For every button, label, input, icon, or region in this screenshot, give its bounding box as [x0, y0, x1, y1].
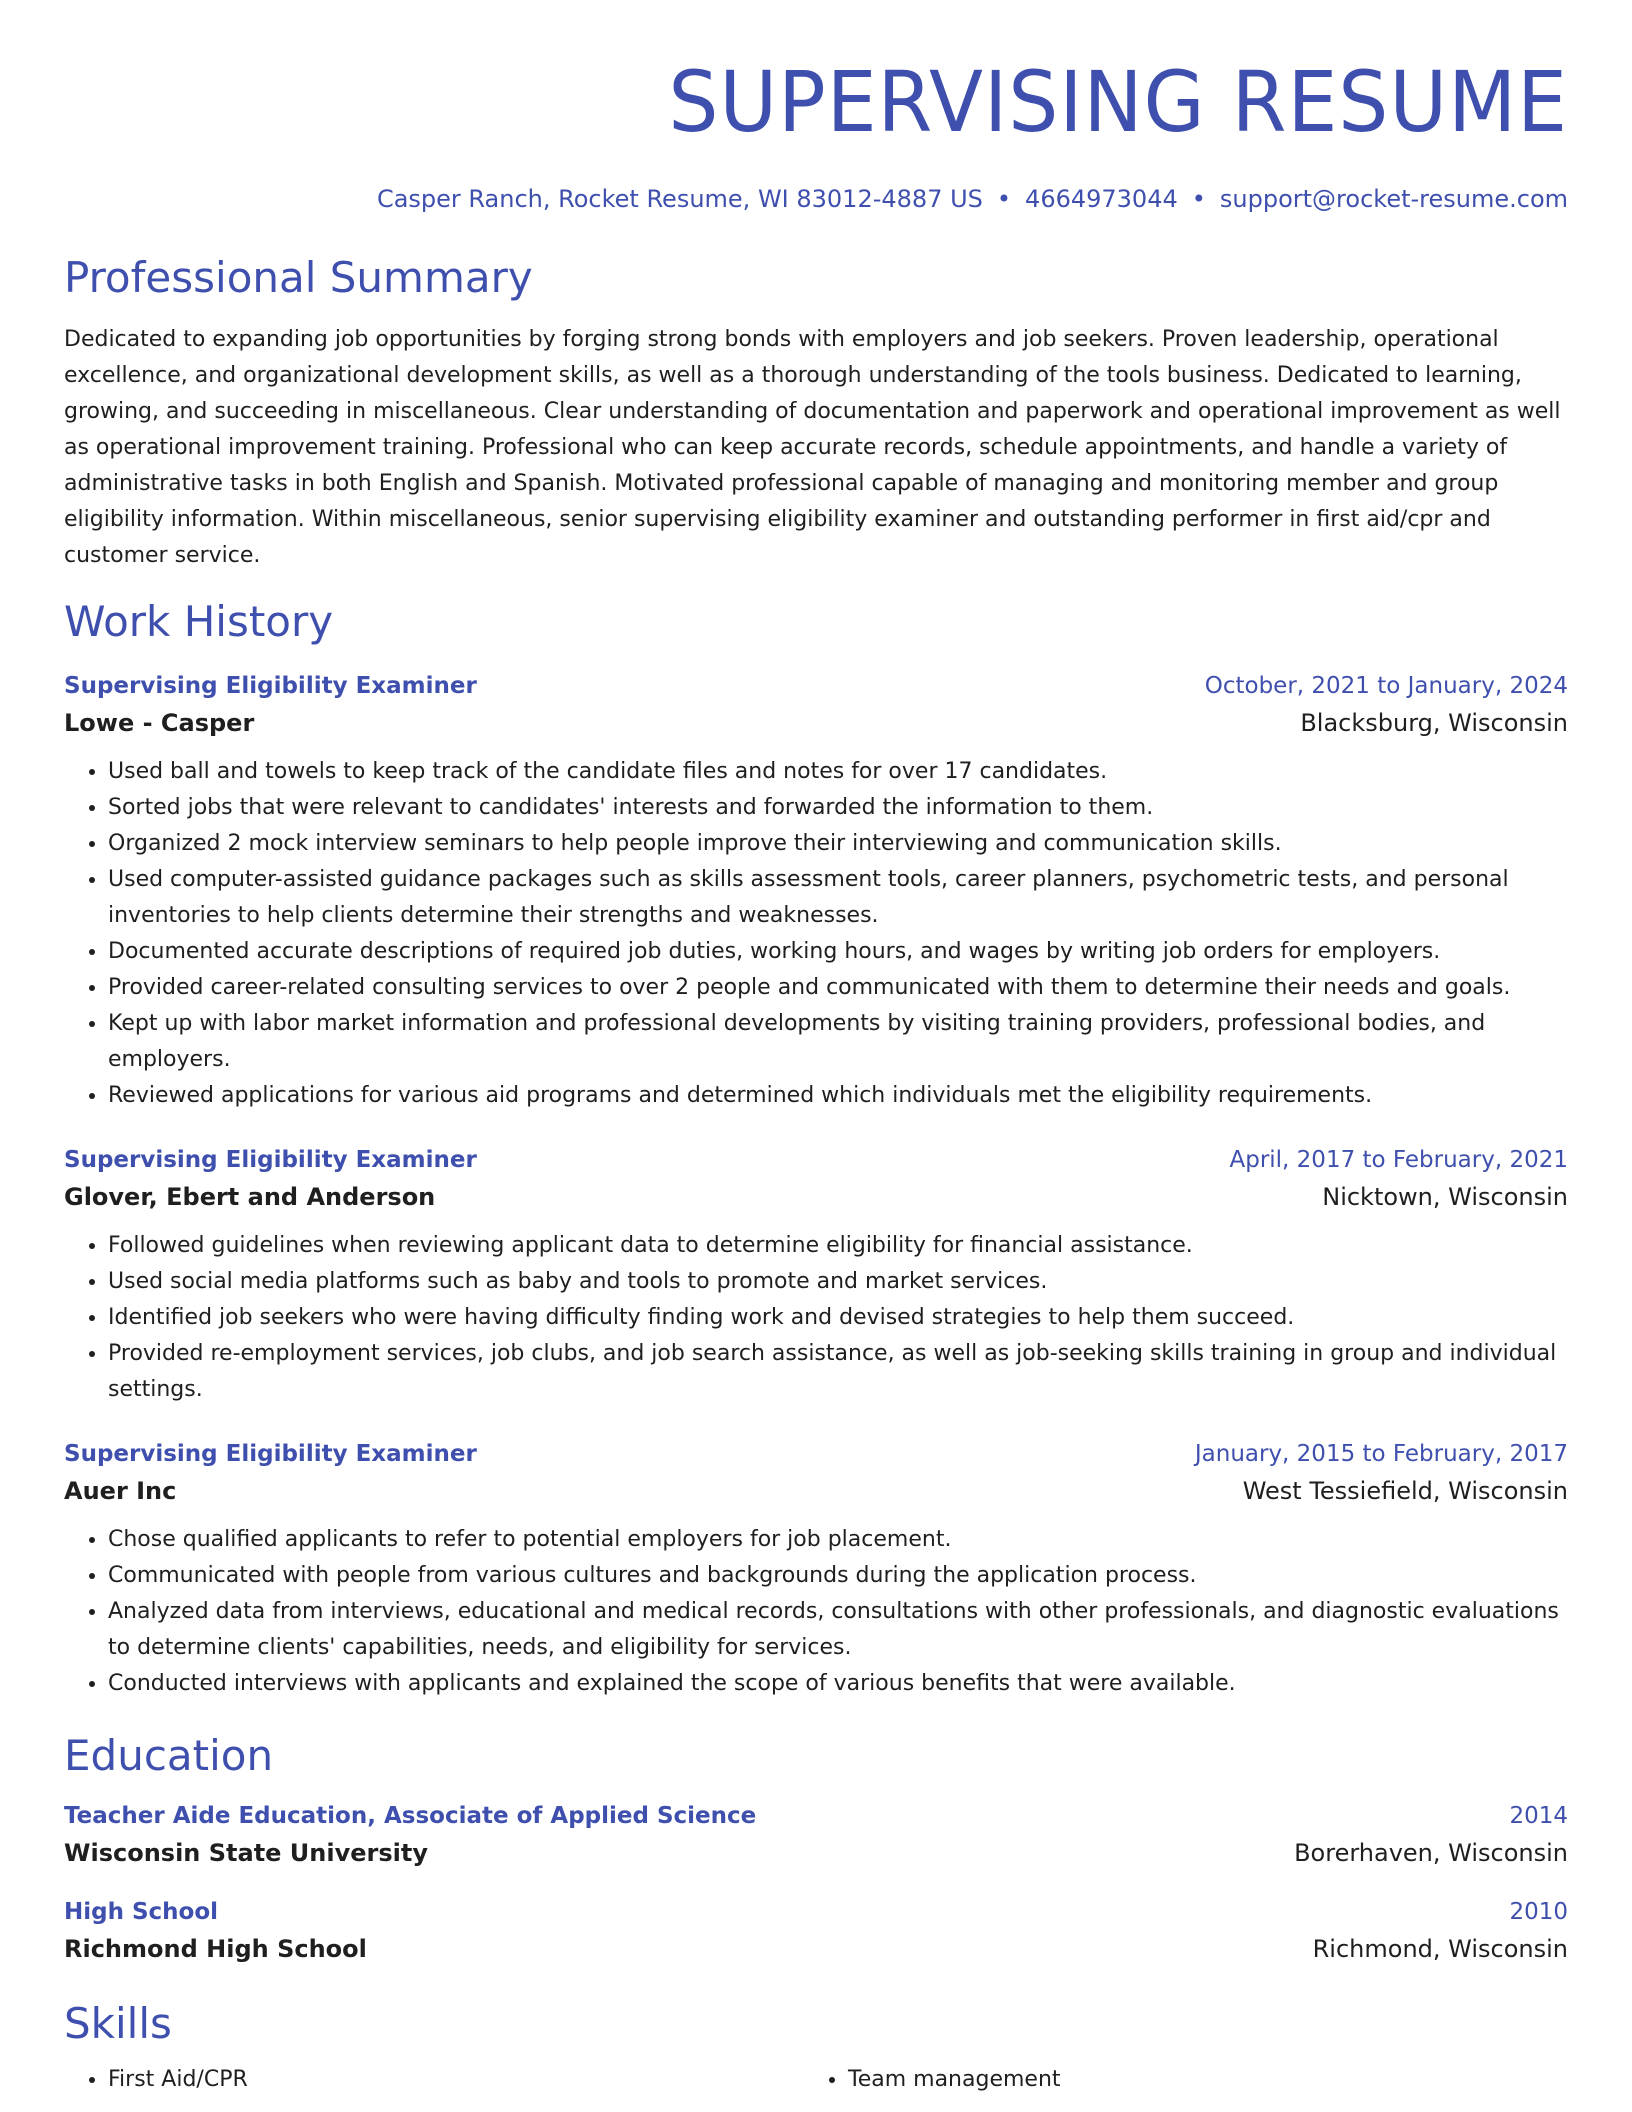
job-bullet: • Communicated with people from various cultures and backgrounds during the application process.	[108, 1558, 1568, 1594]
job-entry	[64, 668, 1568, 1114]
summary-text: Dedicated to expanding job opportunities by forging strong bonds with employers and job seekers. Proven leadership, operational excellence, and organizational development skills, as well as a thorough understanding of the tools business. Dedicated to learning, growing, and succeeding in miscellaneous. Clear understanding of documentation and paperwork and operational improvement as well as operational improvement training. Professional who can keep accurate records, schedule appointments, and handle a variety of administrative tasks in both English and Spanish. Motivated professional capable of managing and monitoring member and group eligibility information. Within miscellaneous, senior supervising eligibility examiner and outstanding performer in first aid/cpr and customer service.	[64, 327, 1561, 568]
job-bullet: • Provided re-employment services, job clubs, and job search assistance, as well as job-seeking skills training in group and individual settings.	[108, 1336, 1568, 1408]
skills-list	[64, 2062, 1568, 2098]
education-degree: Teacher Aide Education, Associate of Applied Science	[64, 1803, 757, 1829]
job-location: Nicktown, Wisconsin	[1322, 1183, 1568, 1211]
contact-email[interactable]: support@rocket-resume.com	[1219, 185, 1568, 213]
contact-address: Casper Ranch, Rocket Resume, WI 83012-4887 US	[376, 185, 983, 213]
job-company-row	[64, 1178, 1568, 1216]
job-bullet: • Analyzed data from interviews, educational and medical records, consultations with other professionals, and diagnostic evaluations to determine clients' capabilities, needs, and eligibility for services.	[108, 1594, 1568, 1666]
job-bullet: • Kept up with labor market information and professional developments by visiting training providers, professional bodies, and employers.	[108, 1006, 1568, 1078]
job-bullet: • Followed guidelines when reviewing applicant data to determine eligibility for financial assistance.	[108, 1228, 1568, 1264]
job-company-row	[64, 1472, 1568, 1510]
job-title-row	[64, 668, 1568, 704]
job-company: Glover, Ebert and Anderson	[64, 1183, 436, 1211]
job-bullet: • Identified job seekers who were having difficulty finding work and devised strategies to help them succeed.	[108, 1300, 1568, 1336]
skills-heading: Skills	[64, 1999, 172, 2048]
job-company: Lowe - Casper	[64, 709, 255, 737]
job-bullet: • Used social media platforms such as baby and tools to promote and market services.	[108, 1264, 1568, 1300]
education-entry	[64, 1798, 1568, 1872]
education-school: Wisconsin State University	[64, 1839, 428, 1867]
contact-line	[64, 182, 1568, 216]
skills-column-left	[64, 2062, 804, 2098]
job-bullet: • Sorted jobs that were relevant to candidates' interests and forwarded the information to them.	[108, 790, 1568, 826]
resume-title: SUPERVISING RESUME	[668, 53, 1568, 151]
job-title-row	[64, 1142, 1568, 1178]
job-bullet: • Reviewed applications for various aid programs and determined which individuals met the eligibility requirements.	[108, 1078, 1568, 1114]
summary-heading: Professional Summary	[64, 253, 533, 302]
job-location: Blacksburg, Wisconsin	[1300, 709, 1568, 737]
job-bullet: • Conducted interviews with applicants and explained the scope of various benefits that were available.	[108, 1666, 1568, 1702]
education-degree: High School	[64, 1899, 219, 1925]
contact-phone: 4664973044	[1025, 185, 1178, 213]
education-degree-row	[64, 1798, 1568, 1834]
education-school-row	[64, 1834, 1568, 1872]
education-location: Borerhaven, Wisconsin	[1294, 1839, 1568, 1867]
education-location: Richmond, Wisconsin	[1312, 1935, 1568, 1963]
skill-item: • Team management	[848, 2062, 1544, 2098]
education-degree-row	[64, 1894, 1568, 1930]
job-bullet: • Organized 2 mock interview seminars to help people improve their interviewing and communication skills.	[108, 826, 1568, 862]
education-entry	[64, 1894, 1568, 1968]
job-bullet: • Documented accurate descriptions of required job duties, working hours, and wages by writing job orders for employers.	[108, 934, 1568, 970]
job-title: Supervising Eligibility Examiner	[64, 1441, 477, 1467]
job-bullet: • Chose qualified applicants to refer to potential employers for job placement.	[108, 1522, 1568, 1558]
job-dates: January, 2015 to February, 2017	[1194, 1441, 1568, 1467]
education-year: 2014	[1509, 1803, 1568, 1829]
job-company-row	[64, 704, 1568, 742]
education-heading: Education	[64, 1731, 274, 1780]
education-school-row	[64, 1930, 1568, 1968]
job-bullet: • Provided career-related consulting services to over 2 people and communicated with them to determine their needs and goals.	[108, 970, 1568, 1006]
job-company: Auer Inc	[64, 1477, 177, 1505]
work-history-heading: Work History	[64, 597, 334, 646]
education-year: 2010	[1509, 1899, 1568, 1925]
job-bullets	[64, 1522, 1568, 1702]
contact-separator: •	[1191, 185, 1206, 213]
job-bullets	[64, 754, 1568, 1114]
job-entry	[64, 1436, 1568, 1702]
skills-column-right	[804, 2062, 1544, 2098]
resume-header	[64, 0, 1568, 216]
job-bullet: • Used computer-assisted guidance packages such as skills assessment tools, career planners, psychometric tests, and personal inventories to help clients determine their strengths and weaknesses.	[108, 862, 1568, 934]
job-dates: April, 2017 to February, 2021	[1229, 1147, 1568, 1173]
job-dates: October, 2021 to January, 2024	[1204, 673, 1568, 699]
job-title: Supervising Eligibility Examiner	[64, 1147, 477, 1173]
job-title-row	[64, 1436, 1568, 1472]
job-title: Supervising Eligibility Examiner	[64, 673, 477, 699]
education-school: Richmond High School	[64, 1935, 367, 1963]
job-entry	[64, 1142, 1568, 1408]
skill-item: • First Aid/CPR	[108, 2062, 804, 2098]
job-location: West Tessiefield, Wisconsin	[1242, 1477, 1568, 1505]
job-bullets	[64, 1228, 1568, 1408]
contact-separator: •	[996, 185, 1012, 213]
job-bullet: • Used ball and towels to keep track of the candidate files and notes for over 17 candidates.	[108, 754, 1568, 790]
